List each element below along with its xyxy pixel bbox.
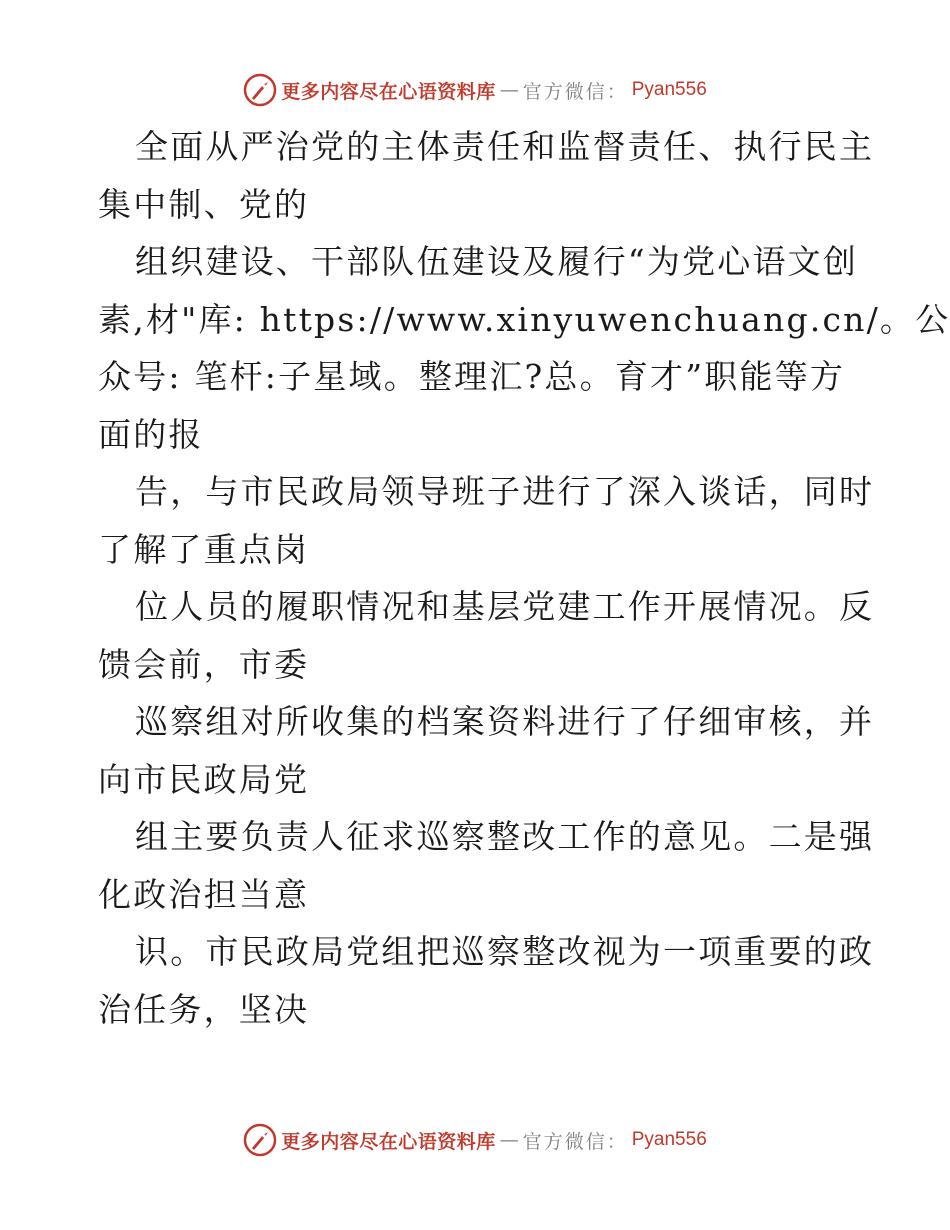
text-line: 馈会前，市委 [98,644,310,684]
wechat-label: 官方微信： [522,1130,628,1153]
document-body [98,118,950,1038]
text-line: 素,材"库: https://www.xinyuwenchuang.cn/。公 [98,299,950,339]
pen-nib-logo-icon [243,73,277,107]
site-name: 更多内容尽在心语资料库 [281,80,496,103]
separator-dash: — [499,1129,519,1151]
text-line: 位人员的履职情况和基层党建工作开展情况。反 [135,587,875,626]
header-banner [0,70,950,110]
pen-nib-logo-icon [243,1123,277,1157]
text-line: 治任务，坚决 [98,989,310,1029]
text-line: 向市民政局党 [98,759,310,799]
text-line: 全面从严治党的主体责任和监督责任、执行民主 [135,127,875,166]
separator-dash: — [499,79,519,101]
text-line: 化政治担当意 [98,874,310,914]
text-line: 告，与市民政局领导班子进行了深入谈话，同时 [135,472,875,511]
site-name: 更多内容尽在心语资料库 [281,1130,496,1153]
text-line: 众号: 笔杆:子星域。整理汇?总。育才”职能等方 [98,357,846,396]
wechat-label: 官方微信： [522,80,628,103]
text-line: 集中制、党的 [98,184,310,224]
footer-banner [0,1120,950,1160]
wechat-id: Pyan556 [631,1129,707,1150]
text-line: 面的报 [98,414,204,454]
text-line: 组织建设、干部队伍建设及履行“为党心语文创 [135,242,859,281]
wechat-id: Pyan556 [631,79,707,100]
text-line: 巡察组对所收集的档案资料进行了仔细审核，并 [135,702,875,741]
text-line: 了解了重点岗 [98,529,310,569]
text-line: 识。市民政局党组把巡察整改视为一项重要的政 [135,932,875,971]
text-line: 组主要负责人征求巡察整改工作的意见。二是强 [135,817,875,856]
